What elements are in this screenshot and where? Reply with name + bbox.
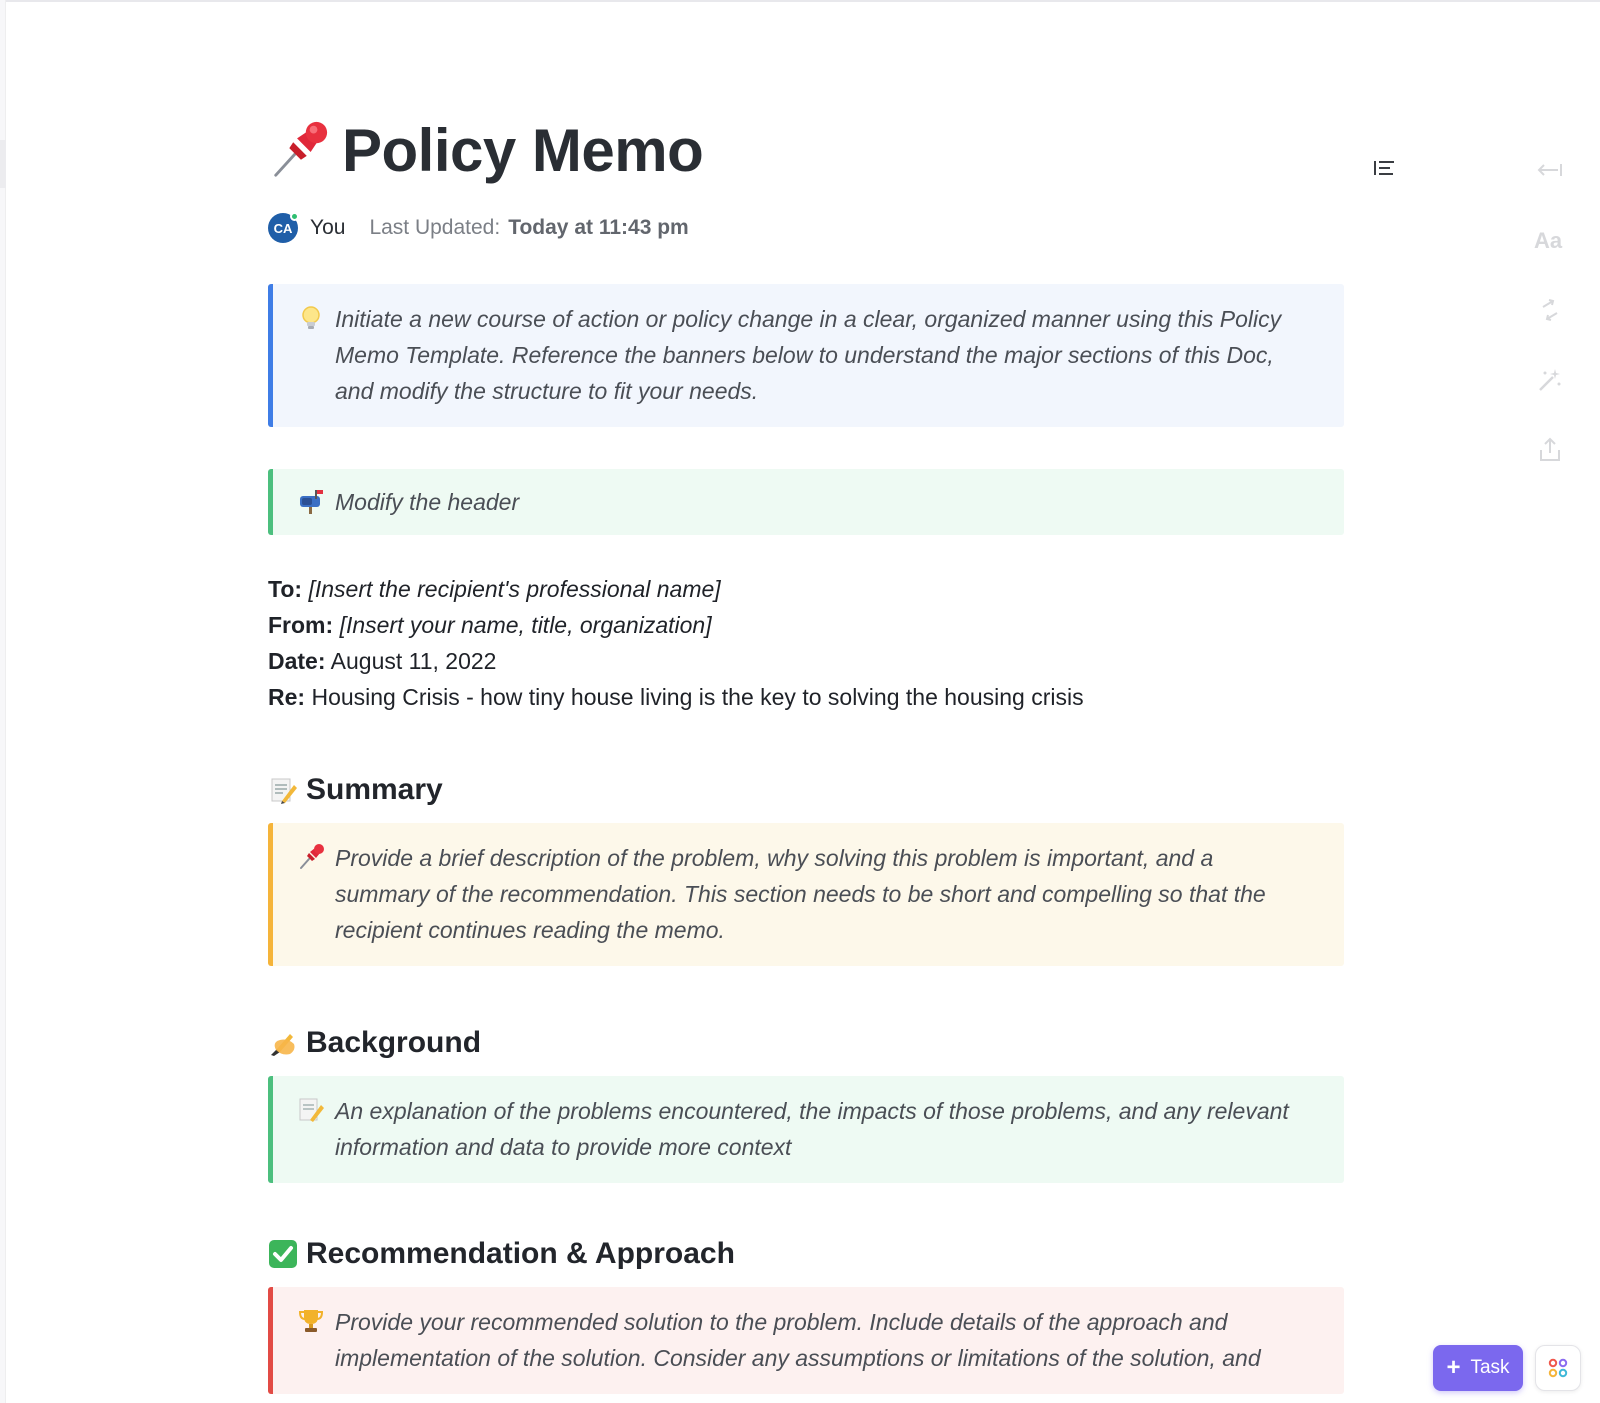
lightbulb-icon xyxy=(297,304,325,332)
avatar[interactable] xyxy=(268,213,298,243)
date-label: Date: xyxy=(268,648,326,674)
relationships-button[interactable] xyxy=(1530,290,1570,330)
memo-re-line[interactable] xyxy=(268,679,1344,715)
to-label: To: xyxy=(268,576,303,602)
memo-date-line[interactable] xyxy=(268,643,1344,679)
summary-heading[interactable] xyxy=(268,767,1344,813)
mailbox-icon xyxy=(297,487,325,515)
share-button[interactable] xyxy=(1530,430,1570,470)
font-size-icon xyxy=(1533,228,1567,252)
pushpin-icon[interactable] xyxy=(268,118,330,182)
ai-magic-button[interactable] xyxy=(1530,360,1570,400)
last-updated-label: Last Updated: xyxy=(369,216,501,239)
apps-button[interactable] xyxy=(1535,1345,1581,1391)
doc-meta xyxy=(268,212,1344,244)
background-callout[interactable] xyxy=(268,1076,1344,1183)
intro-callout-text: Initiate a new course of action or policy change in a clear, organized manner using this Policy Memo Template. Reference the banners below to understand the major sections of this Doc, and modify the structure to fit your needs. xyxy=(335,306,1282,404)
memo-icon xyxy=(268,775,298,805)
trophy-icon xyxy=(297,1307,325,1335)
intro-callout[interactable] xyxy=(268,284,1344,427)
upload-icon xyxy=(1537,436,1563,464)
top-divider xyxy=(0,0,1600,2)
author-name: You xyxy=(310,216,346,239)
from-value: [Insert your name, title, organization] xyxy=(339,612,712,638)
header-callout[interactable] xyxy=(268,469,1344,535)
page-title[interactable]: Policy Memo xyxy=(342,116,704,184)
to-value: [Insert the recipient's professional name] xyxy=(308,576,721,602)
title-row xyxy=(268,110,1344,190)
magic-wand-icon xyxy=(1536,366,1564,394)
memo-icon xyxy=(297,1096,325,1124)
arrow-left-to-line-icon xyxy=(1536,160,1564,180)
collapse-panel-button[interactable] xyxy=(1530,150,1570,190)
memo-header-fields xyxy=(268,571,1344,715)
task-button-label: Task xyxy=(1470,1357,1510,1378)
online-status-dot xyxy=(290,212,299,221)
recommendation-callout-text: Provide your recommended solution to the problem. Include details of the approach and implementation of the solution. Consider any assumptions or limitations of the solution, and xyxy=(335,1309,1261,1371)
background-callout-text: An explanation of the problems encountered, the impacts of those problems, and any relevant information and data to provide more context xyxy=(335,1098,1289,1160)
summary-callout-text: Provide a brief description of the problem, why solving this problem is important, and a summary of the recommendation. This section needs to be short and compelling so that the recipient continues reading the memo. xyxy=(335,845,1266,943)
header-callout-text: Modify the header xyxy=(335,489,520,515)
table-of-contents-icon xyxy=(1372,158,1396,178)
svg-text:Aa: Aa xyxy=(1534,228,1563,253)
recommendation-heading[interactable] xyxy=(268,1231,1344,1277)
memo-from-line[interactable] xyxy=(268,607,1344,643)
re-value: Housing Crisis - how tiny house living is the key to solving the housing crisis xyxy=(311,684,1084,710)
left-sidebar-edge xyxy=(0,0,6,1403)
document xyxy=(268,110,1344,1371)
re-label: Re: xyxy=(268,684,306,710)
summary-callout[interactable] xyxy=(268,823,1344,966)
apps-grid-icon xyxy=(1547,1357,1569,1379)
memo-to-line[interactable] xyxy=(268,571,1344,607)
recommendation-heading-text: Recommendation & Approach xyxy=(306,1237,735,1270)
right-toolbar xyxy=(1530,150,1574,500)
table-of-contents-button[interactable] xyxy=(1368,152,1400,184)
date-value: August 11, 2022 xyxy=(330,648,497,674)
check-mark-button-icon xyxy=(268,1239,298,1269)
from-label: From: xyxy=(268,612,334,638)
sidebar-handle[interactable] xyxy=(0,140,6,188)
background-heading-text: Background xyxy=(306,1026,482,1059)
avatar-initials: CA xyxy=(273,220,293,236)
arrows-swap-icon xyxy=(1537,297,1563,323)
recommendation-callout[interactable] xyxy=(268,1287,1344,1394)
plus-icon: + xyxy=(1446,1354,1461,1381)
pushpin-icon xyxy=(297,843,325,871)
summary-heading-text: Summary xyxy=(306,773,443,806)
writing-hand-icon xyxy=(268,1028,298,1058)
last-updated-value: Today at 11:43 pm xyxy=(508,216,689,239)
typography-button[interactable] xyxy=(1530,220,1570,260)
background-heading[interactable] xyxy=(268,1020,1344,1066)
add-task-button[interactable] xyxy=(1433,1345,1523,1391)
